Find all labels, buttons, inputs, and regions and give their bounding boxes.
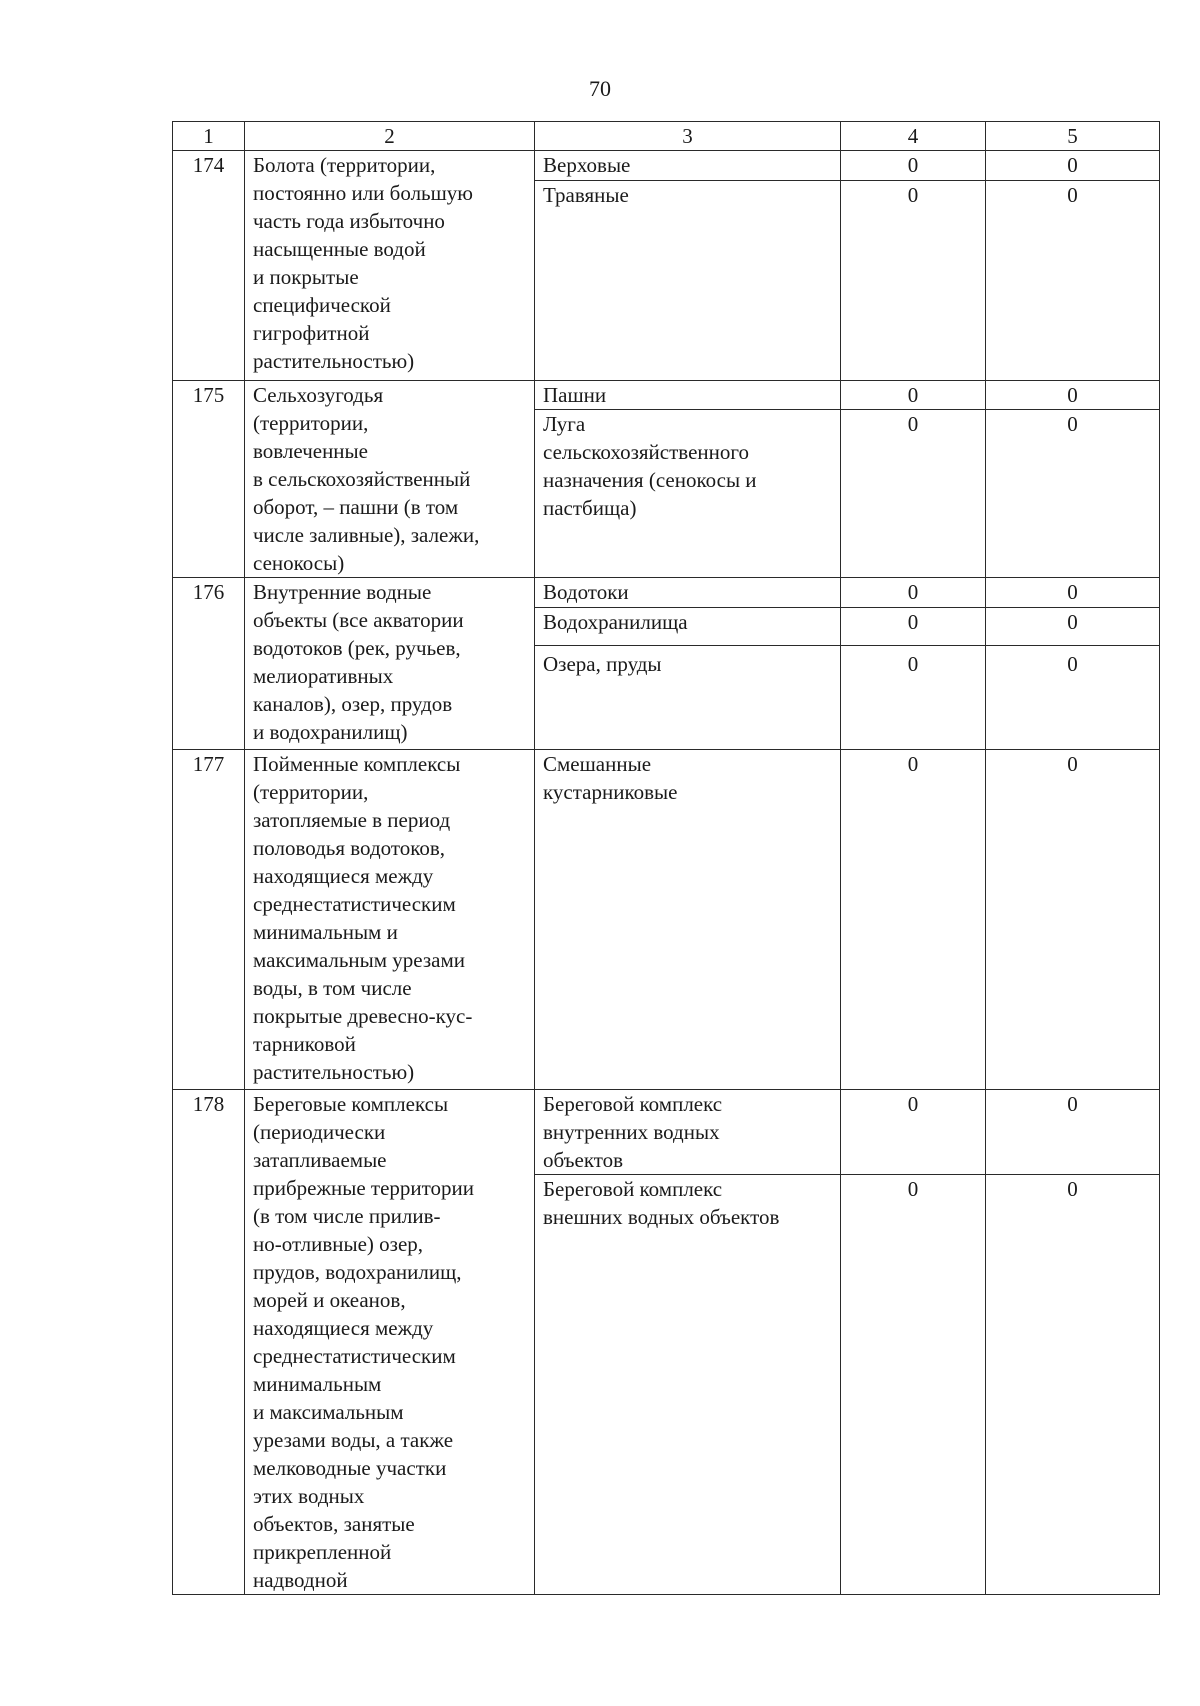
subtype-name: Береговой комплекс внешних водных объектов [535,1175,841,1595]
value-col-5: 0 [986,1090,1160,1175]
row-description: Болота (территории, постоянно или большую часть года избыточно насыщенные водой и покрытые специфической гигрофитной растительностью) [245,151,535,381]
column-header-4: 4 [841,122,986,151]
row-description: Сельхозугодья (территории, вовлеченные в сельскохозяйственный оборот, – пашни (в том числе заливные), залежи, сенокосы) [245,381,535,578]
value-col-5: 0 [986,1175,1160,1595]
table-row [173,1090,1160,1175]
row-description: Внутренние водные объекты (все акватории водотоков (рек, ручьев, мелиоративных каналов), озер, прудов и водохранилищ) [245,578,535,750]
table-row [173,381,1160,410]
subtype-name: Луга сельскохозяйственного назначения (сенокосы и пастбища) [535,410,841,578]
table-row [173,151,1160,181]
value-col-4: 0 [841,1175,986,1595]
value-col-5: 0 [986,181,1160,381]
page-number: 70 [589,76,611,101]
value-col-4: 0 [841,181,986,381]
value-col-4: 0 [841,381,986,410]
subtype-name: Травяные [535,181,841,381]
value-col-5: 0 [986,151,1160,181]
subtype-name: Озера, пруды [535,646,841,750]
value-col-4: 0 [841,646,986,750]
column-header-3: 3 [535,122,841,151]
value-col-4: 0 [841,608,986,646]
subtype-name: Верховые [535,151,841,181]
row-description: Береговые комплексы (периодически затапливаемые прибрежные территории (в том числе прилив- но-отливные) озер, прудов, водохранилищ, морей и океанов, находящиеся между среднестатистическим минимальным и максимальным урезами воды, а также мелководные участки этих водных объектов, занятые прикрепленной надводной [245,1090,535,1595]
row-number: 174 [173,151,245,381]
column-header-2: 2 [245,122,535,151]
value-col-4: 0 [841,578,986,608]
row-description: Пойменные комплексы (территории, затопляемые в период половодья водотоков, находящиеся между среднестатистическим минимальным и максимальным урезами воды, в том числе покрытые древесно-кус- тарниковой растительностью) [245,750,535,1090]
subtype-name: Водохранилища [535,608,841,646]
value-col-5: 0 [986,750,1160,1090]
column-header-5: 5 [986,122,1160,151]
value-col-4: 0 [841,1090,986,1175]
table-header-row [173,122,1160,151]
value-col-4: 0 [841,410,986,578]
value-col-5: 0 [986,608,1160,646]
data-table [172,121,1160,1595]
row-number: 176 [173,578,245,750]
subtype-name: Смешанные кустарниковые [535,750,841,1090]
table-row [173,578,1160,608]
value-col-5: 0 [986,646,1160,750]
table-row [173,750,1160,1090]
value-col-5: 0 [986,578,1160,608]
row-number: 178 [173,1090,245,1595]
subtype-name: Водотоки [535,578,841,608]
subtype-name: Береговой комплекс внутренних водных объектов [535,1090,841,1175]
row-number: 175 [173,381,245,578]
column-header-1: 1 [173,122,245,151]
value-col-4: 0 [841,750,986,1090]
value-col-4: 0 [841,151,986,181]
subtype-name: Пашни [535,381,841,410]
value-col-5: 0 [986,381,1160,410]
row-number: 177 [173,750,245,1090]
value-col-5: 0 [986,410,1160,578]
